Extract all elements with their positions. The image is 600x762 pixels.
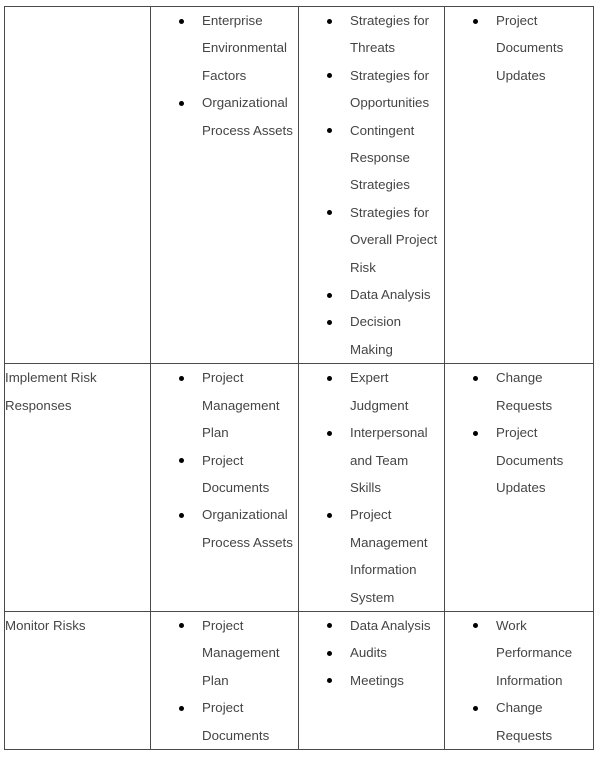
tools-techniques-cell [299,611,445,749]
list-item-text: Documents [496,452,564,468]
list-item [299,308,444,363]
list-item-text: Decision [350,314,401,330]
list-item [445,419,593,501]
list-item [299,199,444,281]
list-item [445,7,593,89]
list-item-text: Management [202,645,280,661]
process-name-cell [5,364,151,612]
list-item [299,62,444,117]
table-row [5,611,594,749]
list-item-text: Documents [202,727,270,743]
list-item [151,612,298,694]
table-row [5,7,594,364]
list-item-text: Response [350,150,410,166]
list-item-text: Meetings [350,672,404,688]
list-item-text: Updates [496,67,546,83]
list-item-text: Organizational [202,507,288,523]
list-item-text: Project [496,425,538,441]
process-name-text: Implement Risk [5,370,97,386]
inputs-cell [151,611,299,749]
list-item-text: Information [496,672,563,688]
list-item-text: Audits [350,645,387,661]
list-item [151,447,298,502]
list-item-text: and Team [350,452,409,468]
bullet-list [151,612,298,749]
list-item-text: Work [496,617,527,633]
list-item-text: Project [202,452,244,468]
list-item-text: Judgment [350,397,409,413]
list-item [299,7,444,62]
list-item-text: Overall Project [350,232,438,248]
list-item-text: Strategies for [350,13,430,28]
list-item [299,501,444,611]
list-item-text: Updates [496,479,546,495]
list-item-text: Project [350,507,392,523]
list-item-text: Data Analysis [350,617,431,633]
process-name-text: Responses [5,397,72,413]
bullet-list [445,612,593,749]
list-item-text: Strategies for [350,204,430,220]
outputs-cell [445,611,594,749]
list-item-text: Threats [350,40,396,56]
list-item-text: Information [350,562,417,578]
list-item-text: Environmental [202,40,287,56]
list-item-text: Plan [202,425,229,441]
list-item-text: Organizational [202,95,288,111]
list-item-text: Requests [496,397,553,413]
list-item-text: Project [202,617,244,633]
list-item-text: Factors [202,67,247,83]
process-name-text: Monitor Risks [5,617,86,633]
list-item-text: Risk [350,259,376,275]
process-name-cell [5,7,151,364]
list-item-text: Contingent [350,122,415,138]
list-item-text: Change [496,370,543,386]
outputs-cell [445,7,594,364]
list-item-text: Expert [350,370,389,386]
list-item-text: Plan [202,672,229,688]
bullet-list [299,364,444,611]
bullet-list [151,7,298,144]
list-item [299,117,444,199]
list-item-text: Opportunities [350,95,430,111]
list-item [299,419,444,501]
list-item-text: Interpersonal [350,425,428,441]
bullet-list [445,364,593,501]
list-item-text: Documents [202,479,270,495]
outputs-cell [445,364,594,612]
list-item [299,364,444,419]
list-item [299,612,444,639]
list-item [445,612,593,694]
tools-techniques-cell [299,7,445,364]
list-item-text: Requests [496,727,553,743]
list-item [299,667,444,694]
inputs-cell [151,364,299,612]
risk-process-table [4,6,594,750]
list-item-text: Project [202,700,244,716]
list-item-text: Performance [496,645,573,661]
bullet-list [151,364,298,556]
list-item-text: Process Assets [202,534,293,550]
bullet-list [299,612,444,694]
list-item-text: Strategies for [350,67,430,83]
list-item [151,7,298,89]
list-item-text: Documents [496,40,564,56]
list-item-text: Project [202,370,244,386]
list-item [151,89,298,144]
list-item [299,281,444,308]
list-item [445,694,593,749]
table-body [5,7,594,750]
tools-techniques-cell [299,364,445,612]
list-item-text: Project [496,13,538,28]
bullet-list [445,7,593,89]
table-row [5,364,594,612]
inputs-cell [151,7,299,364]
list-item-text: Enterprise [202,13,263,28]
list-item-text: Management [350,534,428,550]
list-item [151,364,298,446]
bullet-list [299,7,444,363]
list-item-text: Management [202,397,280,413]
list-item [151,694,298,749]
list-item [445,364,593,419]
list-item-text: Change [496,700,543,716]
list-item-text: System [350,589,395,605]
list-item-text: Making [350,341,393,357]
process-name-cell [5,611,151,749]
list-item-text: Skills [350,479,382,495]
list-item [151,501,298,556]
list-item [299,639,444,666]
list-item-text: Process Assets [202,122,293,138]
list-item-text: Data Analysis [350,287,431,303]
list-item-text: Strategies [350,177,410,193]
